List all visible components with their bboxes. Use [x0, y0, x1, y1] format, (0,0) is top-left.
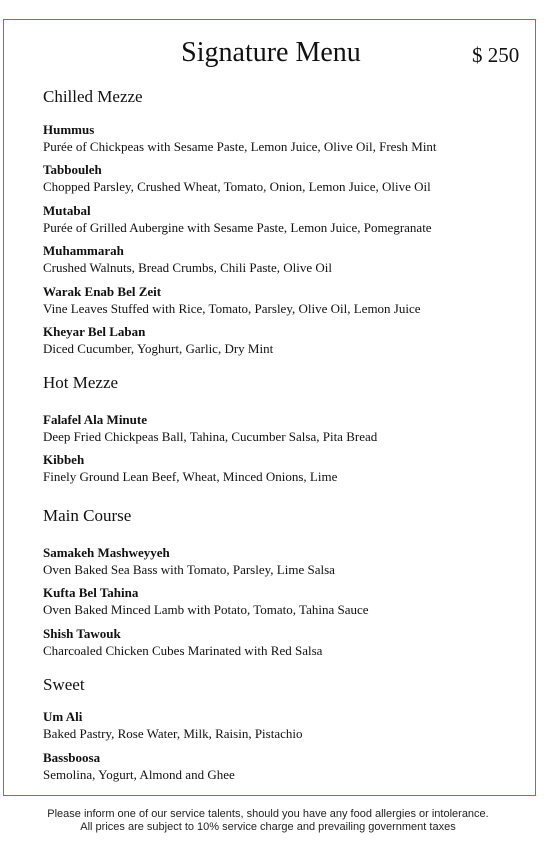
section-heading-hot-mezze: Hot Mezze — [43, 373, 119, 392]
item-description: Crushed Walnuts, Bread Crumbs, Chili Paste, Olive Oil — [43, 260, 333, 275]
item-description: Oven Baked Minced Lamb with Potato, Tomato, Tahina Sauce — [43, 602, 369, 617]
item-name: Falafel Ala Minute — [43, 412, 147, 427]
menu-item — [43, 324, 523, 357]
footer-allergy-notice: Please inform one of our service talents, should you have any food allergies or intolerance. — [47, 808, 489, 820]
item-name: Tabbouleh — [43, 162, 102, 177]
section-heading-main-course: Main Course — [43, 506, 132, 525]
menu-item — [43, 709, 523, 742]
item-description: Purée of Chickpeas with Sesame Paste, Lemon Juice, Olive Oil, Fresh Mint — [43, 139, 437, 154]
section-heading-sweet: Sweet — [43, 675, 85, 694]
menu-item — [43, 162, 523, 195]
item-description: Diced Cucumber, Yoghurt, Garlic, Dry Mint — [43, 341, 274, 356]
item-name: Mutabal — [43, 203, 91, 218]
menu-item — [43, 203, 523, 236]
item-description: Purée of Grilled Aubergine with Sesame Paste, Lemon Juice, Pomegranate — [43, 220, 432, 235]
item-name: Bassboosa — [43, 750, 101, 765]
item-name: Shish Tawouk — [43, 626, 121, 641]
item-description: Vine Leaves Stuffed with Rice, Tomato, Parsley, Olive Oil, Lemon Juice — [43, 301, 421, 316]
menu-item — [43, 626, 523, 659]
menu-item — [43, 412, 523, 445]
item-description: Charcoaled Chicken Cubes Marinated with Red Salsa — [43, 643, 323, 658]
item-name: Kibbeh — [43, 452, 85, 467]
item-name: Samakeh Mashweyyeh — [43, 545, 170, 560]
item-name: Warak Enab Bel Zeit — [43, 284, 162, 299]
item-description: Deep Fried Chickpeas Ball, Tahina, Cucumber Salsa, Pita Bread — [43, 429, 378, 444]
item-name: Muhammarah — [43, 243, 124, 258]
item-name: Kufta Bel Tahina — [43, 585, 139, 600]
menu-title: Signature Menu — [181, 37, 361, 68]
item-description: Semolina, Yogurt, Almond and Ghee — [43, 767, 235, 782]
menu-item — [43, 243, 523, 276]
section-heading-chilled-mezze: Chilled Mezze — [43, 87, 143, 106]
menu-item — [43, 545, 523, 578]
item-name: Um Ali — [43, 709, 83, 724]
item-name: Hummus — [43, 122, 95, 137]
footer-notice — [0, 808, 536, 834]
item-description: Oven Baked Sea Bass with Tomato, Parsley, Lime Salsa — [43, 562, 335, 577]
item-name: Kheyar Bel Laban — [43, 324, 146, 339]
menu-item — [43, 585, 523, 618]
menu-price: $ 250 — [472, 43, 520, 67]
menu-item — [43, 122, 523, 155]
menu-item — [43, 284, 523, 317]
item-description: Chopped Parsley, Crushed Wheat, Tomato, Onion, Lemon Juice, Olive Oil — [43, 179, 431, 194]
item-description: Baked Pastry, Rose Water, Milk, Raisin, Pistachio — [43, 726, 303, 741]
item-description: Finely Ground Lean Beef, Wheat, Minced Onions, Lime — [43, 469, 338, 484]
footer-service-charge-notice: All prices are subject to 10% service charge and prevailing government taxes — [80, 821, 456, 833]
menu-item — [43, 452, 523, 485]
menu-item — [43, 750, 523, 783]
